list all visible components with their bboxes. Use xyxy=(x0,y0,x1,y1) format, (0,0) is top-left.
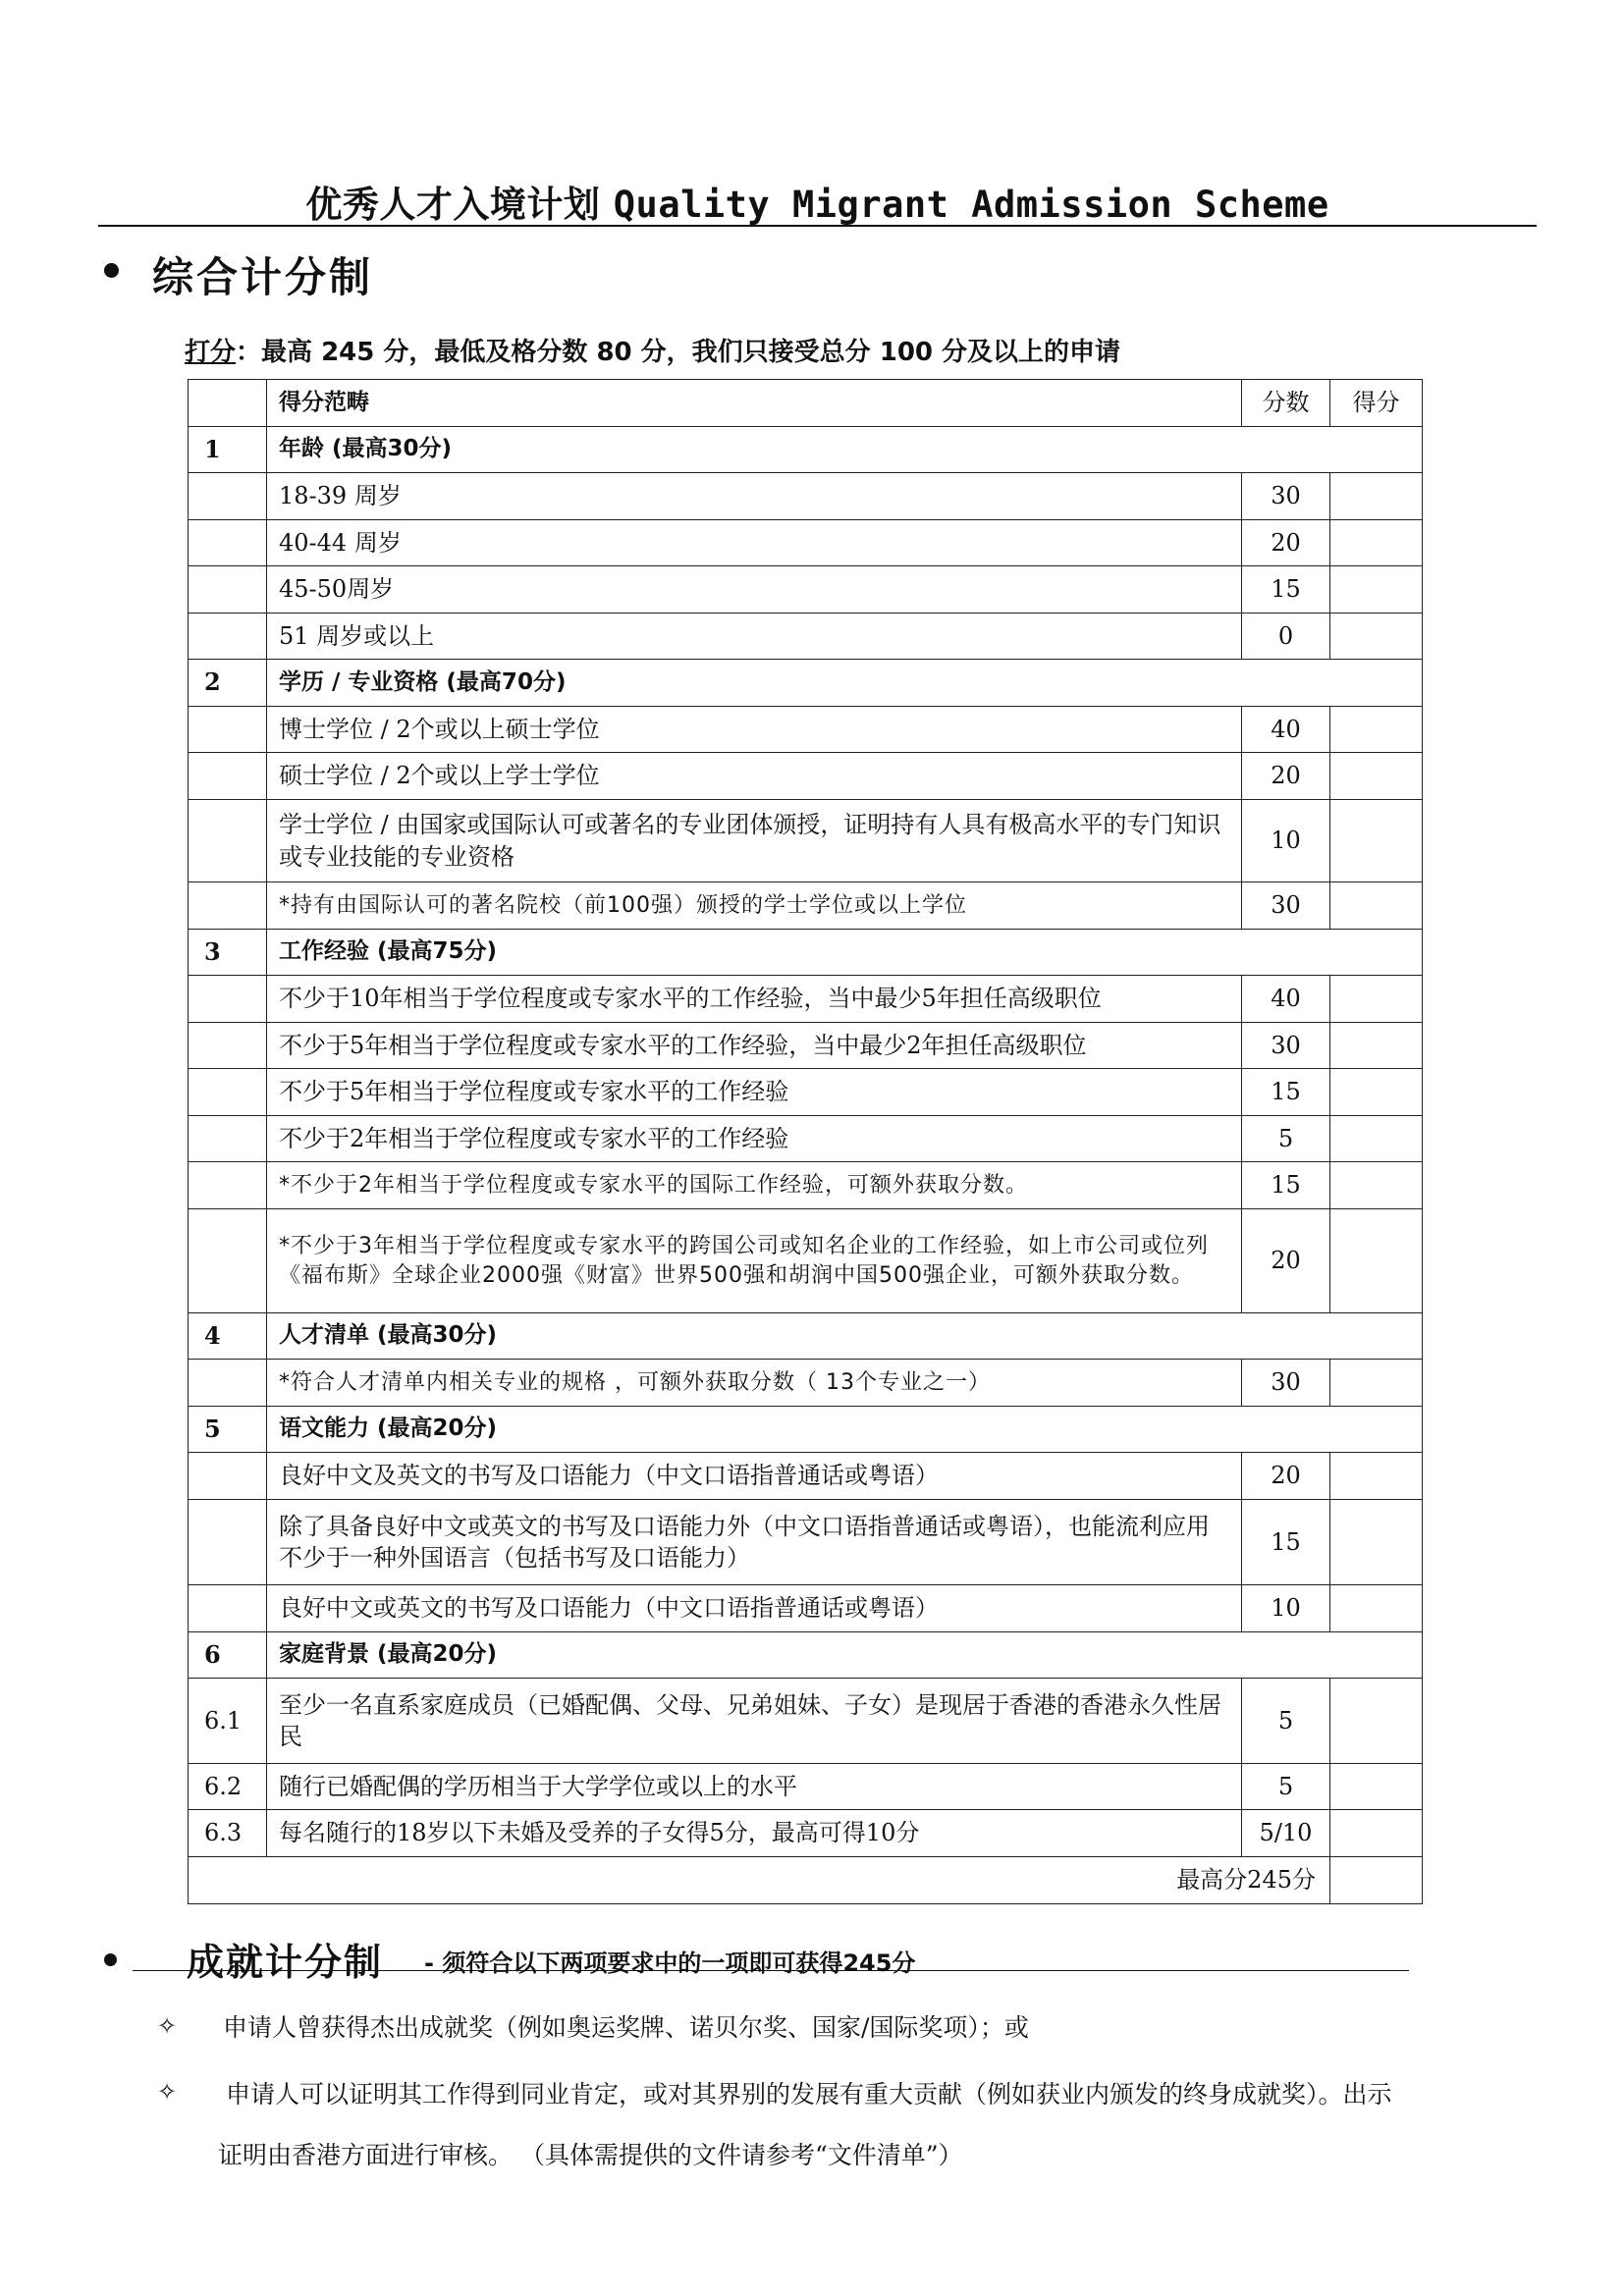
row-description: 不少于10年相当于学位程度或专家水平的工作经验，当中最少5年担任高级职位 xyxy=(267,976,1242,1023)
row-points: 30 xyxy=(1242,473,1330,520)
group-index: 5 xyxy=(189,1407,267,1453)
table-row xyxy=(189,1162,1423,1209)
row-description: 51 周岁或以上 xyxy=(267,614,1242,660)
group-title: 语文能力 (最高20分) xyxy=(267,1407,1423,1453)
group-row xyxy=(189,427,1423,473)
row-points: 5 xyxy=(1242,1116,1330,1162)
row-points: 15 xyxy=(1242,566,1330,614)
row-points: 5/10 xyxy=(1242,1810,1330,1857)
section-heading-composite: 综合计分制 xyxy=(152,253,374,301)
row-description: 良好中文及英文的书写及口语能力（中文口语指普通话或粤语） xyxy=(267,1453,1242,1500)
group-index: 1 xyxy=(189,427,267,473)
table-row xyxy=(189,1453,1423,1500)
title-en: Quality Migrant Admission Scheme xyxy=(613,184,1329,226)
row-score-cell[interactable] xyxy=(1330,882,1423,930)
row-index xyxy=(189,800,267,882)
row-index xyxy=(189,566,267,614)
scoring-table xyxy=(188,379,1423,1904)
row-description: *不少于2年相当于学位程度或专家水平的国际工作经验，可额外获取分数。 xyxy=(267,1162,1242,1209)
row-score-cell[interactable] xyxy=(1330,1360,1423,1407)
row-index xyxy=(189,1360,267,1407)
scoring-note xyxy=(185,332,1120,368)
row-description: 硕士学位 / 2个或以上学士学位 xyxy=(267,753,1242,800)
table-row xyxy=(189,1023,1423,1069)
row-index xyxy=(189,520,267,566)
row-index xyxy=(189,1585,267,1632)
row-index xyxy=(189,1023,267,1069)
row-score-cell[interactable] xyxy=(1330,566,1423,614)
achievement-item: 申请人可以证明其工作得到同业肯定，或对其界别的发展有重大贡献（例如获业内颁发的终身成就奖）。出示 xyxy=(226,2080,1392,2109)
row-score-cell[interactable] xyxy=(1330,1162,1423,1209)
table-row xyxy=(189,1585,1423,1632)
row-score-cell[interactable] xyxy=(1330,753,1423,800)
row-index xyxy=(189,1453,267,1500)
row-points: 15 xyxy=(1242,1500,1330,1585)
row-index xyxy=(189,1209,267,1313)
row-points: 10 xyxy=(1242,1585,1330,1632)
group-row xyxy=(189,1313,1423,1360)
table-row xyxy=(189,614,1423,660)
table-row xyxy=(189,1500,1423,1585)
header-blank xyxy=(189,380,267,427)
row-score-cell[interactable] xyxy=(1330,1116,1423,1162)
page-title xyxy=(98,175,1537,226)
group-row xyxy=(189,1407,1423,1453)
row-description: 至少一名直系家庭成员（已婚配偶、父母、兄弟姐妹、子女）是现居于香港的香港永久性居民 xyxy=(267,1679,1242,1764)
group-row xyxy=(189,930,1423,976)
row-score-cell[interactable] xyxy=(1330,800,1423,882)
row-description: 每名随行的18岁以下未婚及受养的子女得5分，最高可得10分 xyxy=(267,1810,1242,1857)
row-description: 良好中文或英文的书写及口语能力（中文口语指普通话或粤语） xyxy=(267,1585,1242,1632)
table-row xyxy=(189,473,1423,520)
row-description: 45-50周岁 xyxy=(267,566,1242,614)
row-index xyxy=(189,882,267,930)
row-description: 不少于2年相当于学位程度或专家水平的工作经验 xyxy=(267,1116,1242,1162)
row-score-cell[interactable] xyxy=(1330,520,1423,566)
row-points: 40 xyxy=(1242,707,1330,753)
row-description: *不少于3年相当于学位程度或专家水平的跨国公司或知名企业的工作经验，如上市公司或位列《福布斯》全球企业2000强《财富》世界500强和胡润中国500强企业，可额外获取分数。 xyxy=(267,1209,1242,1313)
row-score-cell[interactable] xyxy=(1330,614,1423,660)
row-index xyxy=(189,976,267,1023)
table-row xyxy=(189,1069,1423,1116)
group-index: 2 xyxy=(189,660,267,707)
row-index xyxy=(189,753,267,800)
row-description: 40-44 周岁 xyxy=(267,520,1242,566)
header-score: 得分 xyxy=(1330,380,1423,427)
section-bullet xyxy=(104,1953,117,1966)
row-score-cell[interactable] xyxy=(1330,707,1423,753)
row-index xyxy=(189,1162,267,1209)
table-header-row xyxy=(189,380,1423,427)
table-row xyxy=(189,520,1423,566)
max-total-label: 最高分245分 xyxy=(189,1857,1330,1904)
achievement-item-continued: 证明由香港方面进行审核。 （具体需提供的文件请参考“文件清单”） xyxy=(218,2141,963,2169)
row-points: 30 xyxy=(1242,882,1330,930)
row-score-cell[interactable] xyxy=(1330,1023,1423,1069)
row-points: 30 xyxy=(1242,1360,1330,1407)
row-index: 6.2 xyxy=(189,1764,267,1810)
scoring-note-label: 打分 xyxy=(185,338,237,367)
row-index xyxy=(189,1116,267,1162)
row-index: 6.1 xyxy=(189,1679,267,1764)
total-row xyxy=(189,1857,1423,1904)
row-description: 博士学位 / 2个或以上硕士学位 xyxy=(267,707,1242,753)
row-score-cell[interactable] xyxy=(1330,1585,1423,1632)
diamond-bullet-icon: ✧ xyxy=(157,2012,178,2040)
row-index xyxy=(189,707,267,753)
group-title: 工作经验 (最高75分) xyxy=(267,930,1423,976)
section-subheading-achievement: - 须符合以下两项要求中的一项即可获得245分 xyxy=(424,1949,916,1977)
row-description: 随行已婚配偶的学历相当于大学学位或以上的水平 xyxy=(267,1764,1242,1810)
row-score-cell[interactable] xyxy=(1330,1069,1423,1116)
row-points: 10 xyxy=(1242,800,1330,882)
row-description: *持有由国际认可的著名院校（前100强）颁授的学士学位或以上学位 xyxy=(267,882,1242,930)
group-title: 年龄 (最高30分) xyxy=(267,427,1423,473)
group-index: 3 xyxy=(189,930,267,976)
title-cn: 优秀人才入境计划 xyxy=(305,184,601,226)
table-row xyxy=(189,707,1423,753)
row-score-cell[interactable] xyxy=(1330,1679,1423,1764)
table-row xyxy=(189,753,1423,800)
table-row xyxy=(189,1764,1423,1810)
row-points: 20 xyxy=(1242,1209,1330,1313)
table-row xyxy=(189,976,1423,1023)
group-index: 4 xyxy=(189,1313,267,1360)
row-points: 15 xyxy=(1242,1162,1330,1209)
title-rule xyxy=(98,225,1537,227)
row-points: 30 xyxy=(1242,1023,1330,1069)
header-category: 得分范畴 xyxy=(267,380,1242,427)
row-description: 18-39 周岁 xyxy=(267,473,1242,520)
table-row xyxy=(189,1810,1423,1857)
row-points: 0 xyxy=(1242,614,1330,660)
row-score-cell[interactable] xyxy=(1330,1209,1423,1313)
row-description: 除了具备良好中文或英文的书写及口语能力外（中文口语指普通话或粤语），也能流利应用不少于一种外国语言（包括书写及口语能力） xyxy=(267,1500,1242,1585)
row-index xyxy=(189,1069,267,1116)
table-row xyxy=(189,1679,1423,1764)
table-row xyxy=(189,1116,1423,1162)
row-score-cell[interactable] xyxy=(1330,1810,1423,1857)
row-points: 20 xyxy=(1242,520,1330,566)
row-points: 20 xyxy=(1242,753,1330,800)
table-row xyxy=(189,1360,1423,1407)
row-points: 20 xyxy=(1242,1453,1330,1500)
group-title: 人才清单 (最高30分) xyxy=(267,1313,1423,1360)
row-points: 5 xyxy=(1242,1764,1330,1810)
row-points: 15 xyxy=(1242,1069,1330,1116)
row-score-cell[interactable] xyxy=(1330,976,1423,1023)
row-description: 不少于5年相当于学位程度或专家水平的工作经验 xyxy=(267,1069,1242,1116)
group-row xyxy=(189,1632,1423,1679)
row-score-cell[interactable] xyxy=(1330,1453,1423,1500)
section-heading-achievement: 成就计分制 xyxy=(187,1941,384,1984)
table-row xyxy=(189,1209,1423,1313)
row-index xyxy=(189,473,267,520)
header-points: 分数 xyxy=(1242,380,1330,427)
row-points: 5 xyxy=(1242,1679,1330,1764)
scoring-note-text: ：最高 245 分，最低及格分数 80 分，我们只接受总分 100 分及以上的申请 xyxy=(236,338,1121,367)
row-description: 不少于5年相当于学位程度或专家水平的工作经验，当中最少2年担任高级职位 xyxy=(267,1023,1242,1069)
total-score-cell[interactable] xyxy=(1330,1857,1423,1904)
group-row xyxy=(189,660,1423,707)
group-title: 家庭背景 (最高20分) xyxy=(267,1632,1423,1679)
row-index xyxy=(189,1500,267,1585)
row-index xyxy=(189,614,267,660)
row-score-cell[interactable] xyxy=(1330,473,1423,520)
group-index: 6 xyxy=(189,1632,267,1679)
row-description: 学士学位 / 由国家或国际认可或著名的专业团体颁授，证明持有人具有极高水平的专门知识或专业技能的专业资格 xyxy=(267,800,1242,882)
achievement-item: 申请人曾获得杰出成就奖（例如奥运奖牌、诺贝尔奖、国家/国际奖项）；或 xyxy=(223,2013,1029,2042)
row-index: 6.3 xyxy=(189,1810,267,1857)
diamond-bullet-icon: ✧ xyxy=(157,2078,178,2106)
table-row xyxy=(189,882,1423,930)
row-description: *符合人才清单内相关专业的规格 ，可额外获取分数（ 13个专业之一） xyxy=(267,1360,1242,1407)
group-title: 学历 / 专业资格 (最高70分) xyxy=(267,660,1423,707)
row-score-cell[interactable] xyxy=(1330,1764,1423,1810)
table-row xyxy=(189,566,1423,614)
section-underline xyxy=(133,1970,1409,1971)
section-bullet xyxy=(104,263,119,278)
row-score-cell[interactable] xyxy=(1330,1500,1423,1585)
row-points: 40 xyxy=(1242,976,1330,1023)
table-row xyxy=(189,800,1423,882)
